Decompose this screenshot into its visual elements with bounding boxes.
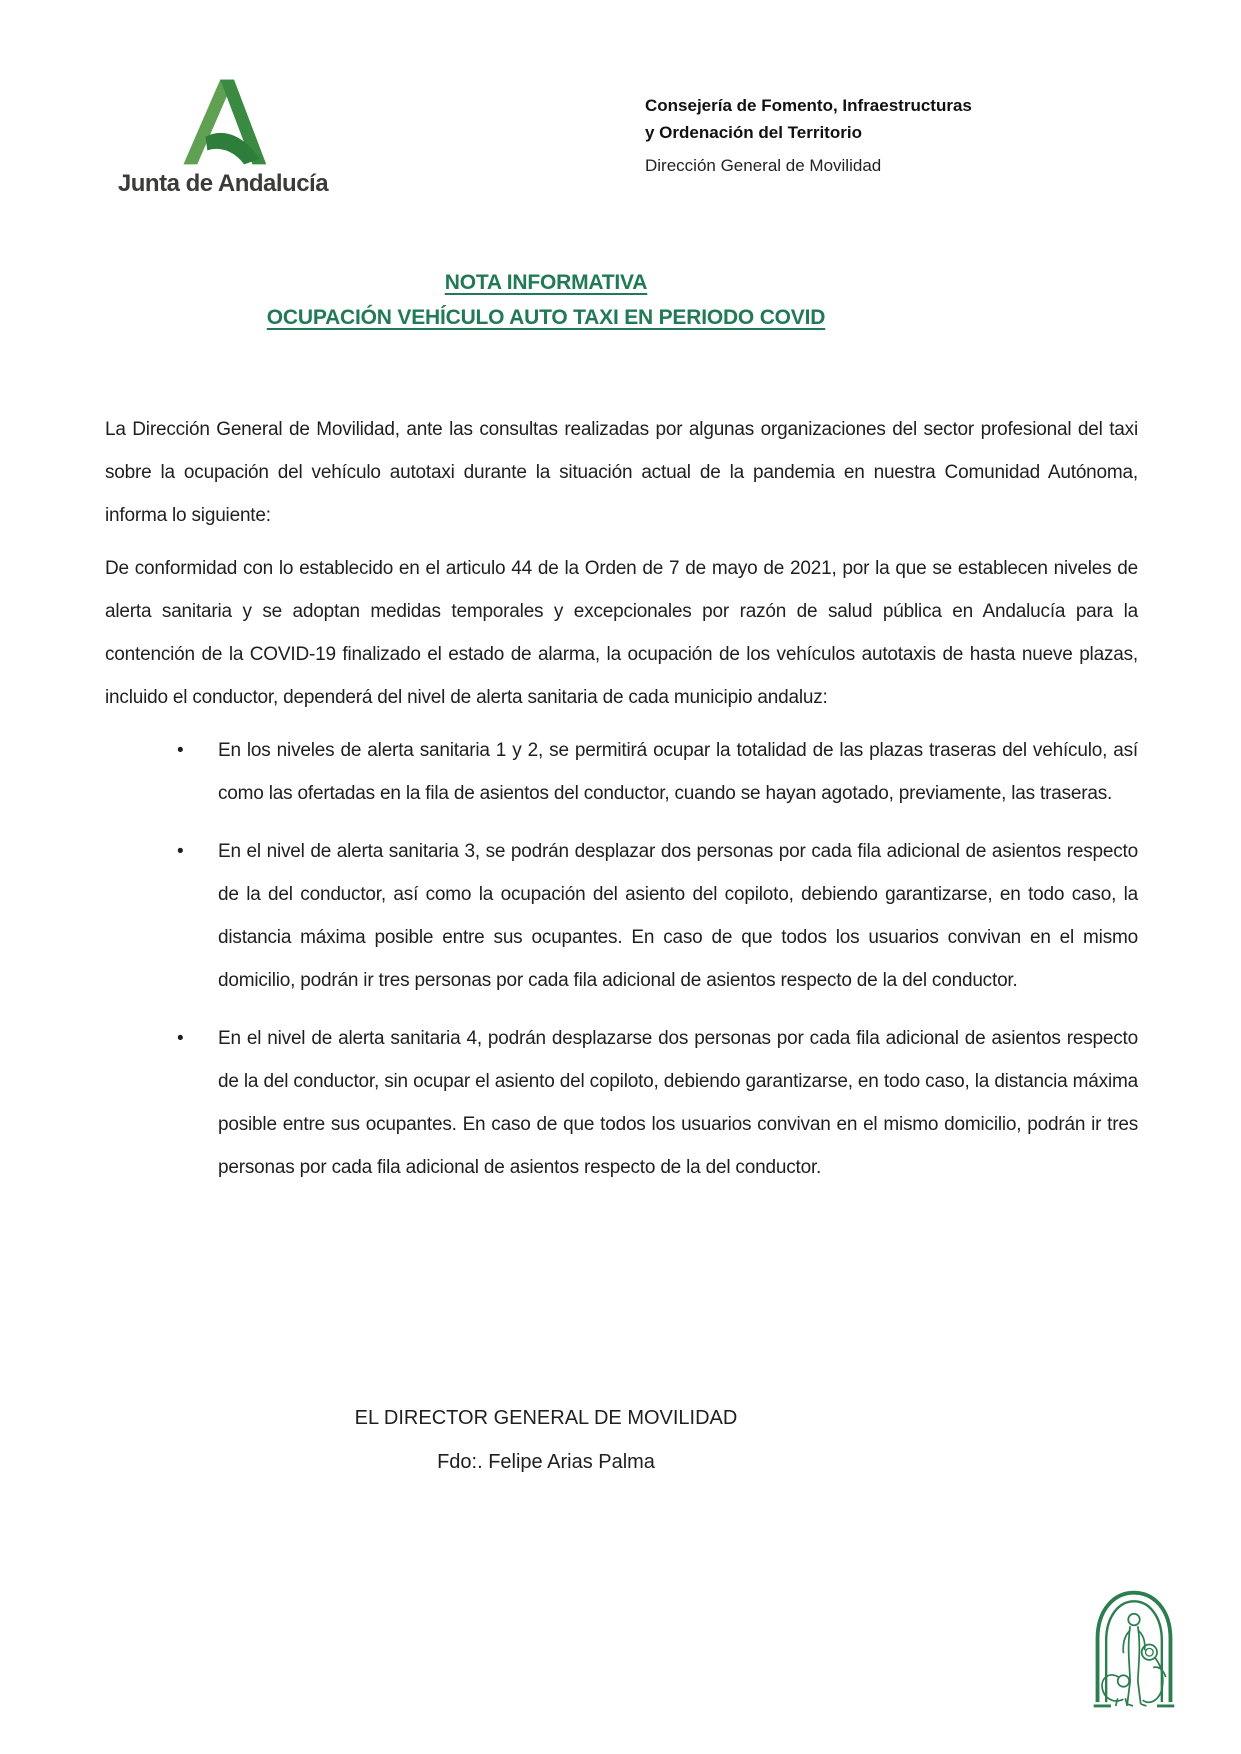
list-item-text: En el nivel de alerta sanitaria 3, se podrán desplazar dos personas por cada fila adicional de asientos respecto de la del conductor, así como la ocupación del asiento del copiloto, debiendo garantizarse, en todo caso, la distancia máxima posible entre sus ocupantes. En caso de que todos los usuarios convivan en el mismo domicilio, podrán ir tres personas por cada fila adicional de asientos respecto de la del conductor. (218, 841, 1138, 991)
junta-andalucia-logo (112, 76, 334, 198)
signer-title: EL DIRECTOR GENERAL DE MOVILIDAD (354, 1407, 738, 1429)
signer-name: Fdo:. Felipe Arias Palma (437, 1451, 655, 1473)
paragraph-regulation: De conformidad con lo establecido en el articulo 44 de la Orden de 7 de mayo de 2021, por la que se establecen niveles de alerta sanitaria y se adoptan medidas temporales y excepcionales por razón de salud pública en Andalucía para la contención de la COVID-19 finalizado el estado de alarma, la ocupación de los vehículos autotaxis de hasta nueve plazas, incluido el conductor, dependerá del nivel de alerta sanitaria de cada municipio andaluz: (105, 558, 1138, 708)
list-item (105, 830, 1138, 1002)
signature-block (0, 1396, 1092, 1484)
alert-levels-list (105, 729, 1138, 1189)
junta-a-icon (112, 76, 334, 168)
list-item (105, 729, 1138, 815)
document-subtitle: OCUPACIÓN VEHÍCULO AUTO TAXI EN PERIODO COVID (266, 306, 826, 329)
logo-brand-text: Junta de Andalucía (117, 170, 329, 197)
header-organization (645, 92, 1065, 178)
org-name-line2: y Ordenación del Territorio (645, 123, 862, 142)
org-name-line1: Consejería de Fomento, Infraestructuras (645, 96, 972, 115)
document-title: NOTA INFORMATIVA (444, 271, 648, 294)
department-name: Dirección General de Movilidad (645, 156, 882, 175)
list-item-text: En los niveles de alerta sanitaria 1 y 2, se permitirá ocupar la totalidad de las plazas traseras del vehículo, así como las ofertadas en la fila de asientos del conductor, cuando se hayan agotado, previamente, las traseras. (218, 740, 1138, 804)
document-title-block (0, 271, 1092, 330)
paragraph-intro: La Dirección General de Movilidad, ante las consultas realizadas por algunas organizaciones del sector profesional del taxi sobre la ocupación del vehículo autotaxi durante la situación actual de la pandemia en nuestra Comunidad Autónoma, informa lo siguiente: (105, 419, 1138, 526)
list-item (105, 1017, 1138, 1189)
document-body (105, 408, 1138, 1204)
list-item-text: En el nivel de alerta sanitaria 4, podrán desplazarse dos personas por cada fila adicional de asientos respecto de la del conductor, sin ocupar el asiento del copiloto, debiendo garantizarse, en todo caso, la distancia máxima posible entre sus ocupantes. En caso de que todos los usuarios convivan en el mismo domicilio, podrán ir tres personas por cada fila adicional de asientos respecto de la del conductor. (218, 1028, 1138, 1178)
junta-emblem-icon (1086, 1582, 1182, 1732)
